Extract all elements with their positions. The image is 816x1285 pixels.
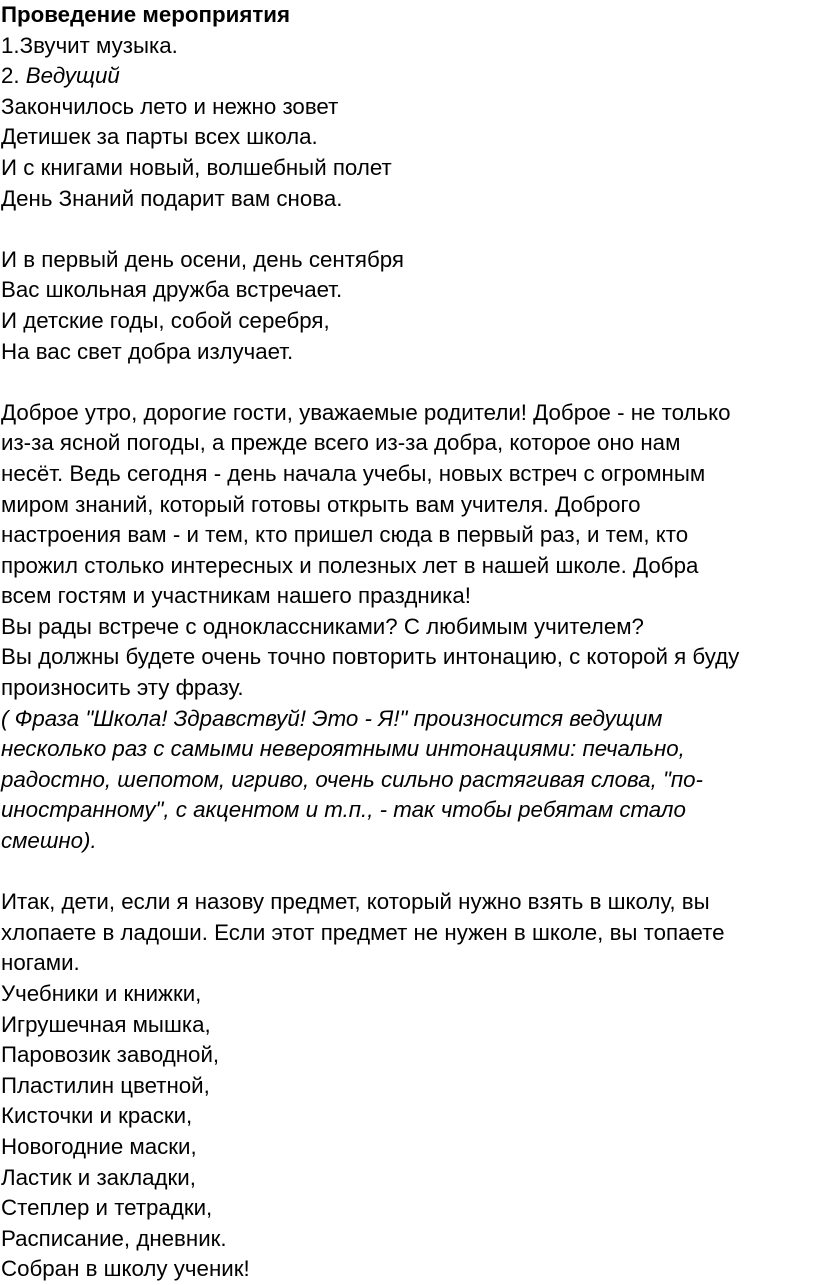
document-page xyxy=(1,0,813,1285)
spacer xyxy=(1,857,813,888)
instruction-paragraph xyxy=(1,642,813,703)
poem-line: Детишек за парты всех школа. xyxy=(1,124,318,150)
list-item: Новогодние маски, xyxy=(1,1133,197,1159)
greeting-line: миром знаний, который готовы открыть вам учителя. Доброго xyxy=(1,491,641,517)
game-items-list xyxy=(1,979,813,1285)
instruction-line: произносить эту фразу. xyxy=(1,675,244,701)
stage-direction-line: несколько раз с самыми невероятными интонациями: печально, xyxy=(1,736,685,762)
poem-line: На вас свет добра излучает. xyxy=(1,338,294,364)
poem-stanza-2 xyxy=(1,245,813,367)
stage-direction-line: радостно, шепотом, игриво, очень сильно растягивая слова, "по- xyxy=(1,766,703,792)
spacer xyxy=(1,367,813,398)
step-music: 1.Звучит музыка. xyxy=(1,32,178,58)
stage-direction-line: смешно). xyxy=(1,828,97,854)
step-host-role: Ведущий xyxy=(25,63,120,89)
game-intro-line: Итак, дети, если я назову предмет, который нужно взять в школу, вы xyxy=(1,889,710,915)
game-intro-line: хлопаете в ладоши. Если этот предмет не нужен в школе, вы топаете xyxy=(1,919,725,945)
step-host xyxy=(1,61,813,92)
poem-line: И детские годы, собой серебря, xyxy=(1,307,330,333)
stage-direction-line: иностранному", с акцентом и т.п., - так чтобы ребятам стало xyxy=(1,797,686,823)
stage-direction xyxy=(1,704,813,857)
greeting-paragraph xyxy=(1,398,813,612)
stage-direction-line: ( Фраза "Школа! Здравствуй! Это - Я!" произносится ведущим xyxy=(1,705,663,731)
page-title: Проведение мероприятия xyxy=(1,2,290,27)
greeting-line: несёт. Ведь сегодня - день начала учебы, новых встреч с огромным xyxy=(1,460,706,486)
step-host-number: 2. xyxy=(1,63,26,89)
game-intro-paragraph xyxy=(1,887,813,979)
list-item: Игрушечная мышка, xyxy=(1,1011,211,1037)
poem-line: Вас школьная дружба встречает. xyxy=(1,277,343,303)
list-item: Собран в школу ученик! xyxy=(1,1256,250,1282)
poem-line: Закончилось лето и нежно зовет xyxy=(1,93,339,119)
poem-line: И с книгами новый, волшебный полет xyxy=(1,154,392,180)
game-intro-line: ногами. xyxy=(1,950,80,976)
list-item: Степлер и тетрадки, xyxy=(1,1195,213,1221)
list-item: Кисточки и краски, xyxy=(1,1103,193,1129)
list-item: Паровозик заводной, xyxy=(1,1042,220,1068)
poem-stanza-1 xyxy=(1,92,813,214)
greeting-line: из-за ясной погоды, а прежде всего из-за добра, которое оно нам xyxy=(1,430,681,456)
question-line: Вы рады встрече с одноклассниками? С любимым учителем? xyxy=(1,613,644,639)
poem-line: День Знаний подарит вам снова. xyxy=(1,185,343,211)
spacer xyxy=(1,214,813,245)
instruction-line: Вы должны будете очень точно повторить интонацию, с которой я буду xyxy=(1,644,740,670)
list-item: Пластилин цветной, xyxy=(1,1072,210,1098)
list-item: Учебники и книжки, xyxy=(1,981,202,1006)
greeting-line: настроения вам - и тем, кто пришел сюда в первый раз, и тем, кто xyxy=(1,522,689,548)
list-item: Ластик и закладки, xyxy=(1,1164,196,1190)
greeting-line: Доброе утро, дорогие гости, уважаемые родители! Доброе - не только xyxy=(1,399,731,425)
greeting-line: всем гостям и участникам нашего праздника! xyxy=(1,583,471,609)
list-item: Расписание, дневник. xyxy=(1,1225,227,1251)
greeting-line: прожил столько интересных и полезных лет в нашей школе. Добра xyxy=(1,552,699,578)
poem-line: И в первый день осени, день сентября xyxy=(1,246,404,272)
